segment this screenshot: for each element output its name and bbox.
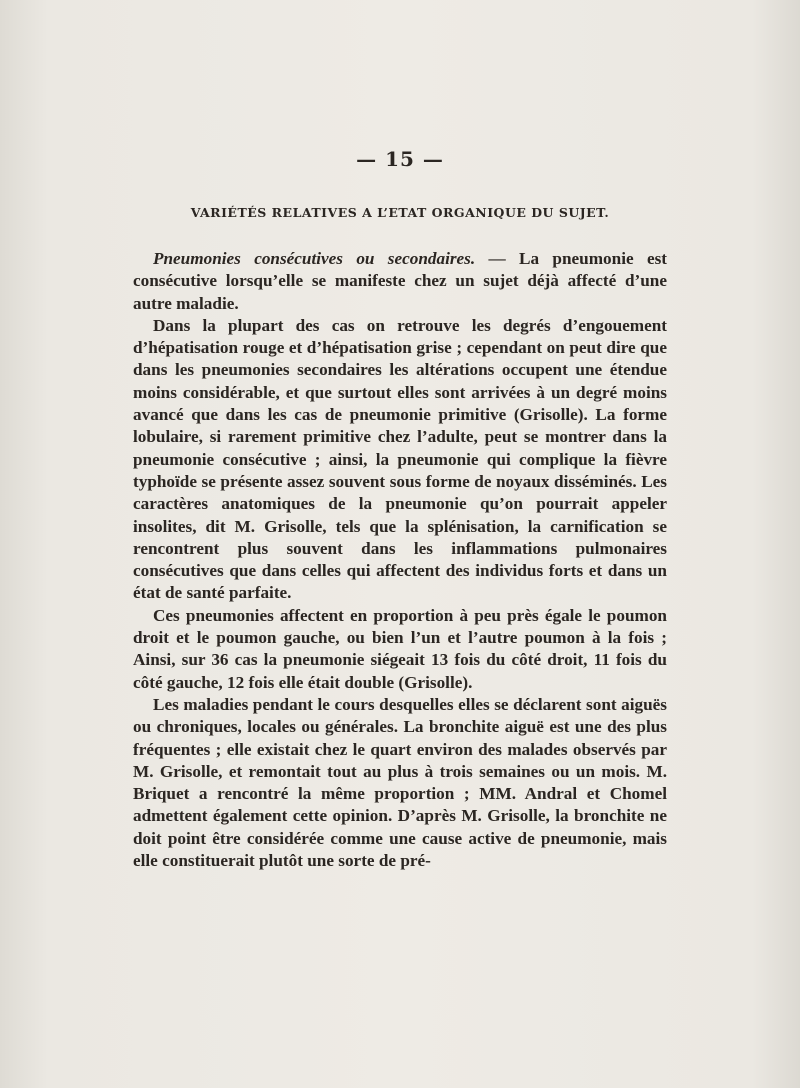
paragraph-lead: Pneumonies consécutives ou secondaires.	[153, 249, 476, 268]
paragraph-text: — La pneumonie est consécutive lorsqu’elle se manifeste chez un sujet déjà affecté d’une autre maladie.	[133, 249, 667, 313]
page-number: — 15 —	[356, 147, 444, 171]
body-text	[133, 248, 667, 872]
paragraph	[133, 315, 667, 605]
paragraph-text: Dans la plupart des cas on retrouve les degrés d’engouement d’hépatisation rouge et d’hépatisation grise ; cependant on peut dire que dans les pneumonies secondaires les altérations occupent une étendue moins considérable, et que surtout elles sont arrivées à un degré moins avancé que dans les cas de pneumonie primitive (Grisolle). La forme lobulaire, si rarement primitive chez l’adulte, peut se montrer dans la pneumonie consécutive ; ainsi, la pneumonie qui complique la fièvre typhoïde se présente assez souvent sous forme de noyaux disséminés. Les caractères anatomiques de la pneumonie qu’on pourrait appeler insolites, dit M. Grisolle, tels que la splénisation, la carnification se rencontrent plus souvent dans les inflammations pulmonaires consécutives que dans celles qui affectent des individus forts et dans un état de santé parfaite.	[133, 315, 667, 603]
running-head: VARIÉTÉS RELATIVES A L’ETAT ORGANIQUE DU SUJET.	[190, 205, 610, 220]
paragraph-text: Les maladies pendant le cours desquelles elles se déclarent sont aiguës ou chroniques, locales ou générales. La bronchite aiguë est une des plus fréquentes ; elle existait chez le quart environ des malades observés par M. Grisolle, et remontait tout au plus à trois semaines ou un mois. M. Briquet a rencontré la même proportion ; MM. Andral et Chomel admettent également cette opinion. D’après M. Grisolle, la bronchite ne doit point être considérée comme une cause active de pneumonie, mais elle constituerait plutôt une sorte de pré-	[133, 694, 667, 871]
paragraph	[133, 248, 667, 315]
paragraph-text: Ces pneumonies affectent en proportion à peu près égale le poumon droit et le poumon gauche, ou bien l’un et l’autre poumon à la fois ; Ainsi, sur 36 cas la pneumonie siégeait 13 fois du côté droit, 11 fois du côté gauche, 12 fois elle était double (Grisolle).	[133, 605, 667, 692]
paragraph	[133, 605, 667, 694]
paragraph	[133, 694, 667, 872]
